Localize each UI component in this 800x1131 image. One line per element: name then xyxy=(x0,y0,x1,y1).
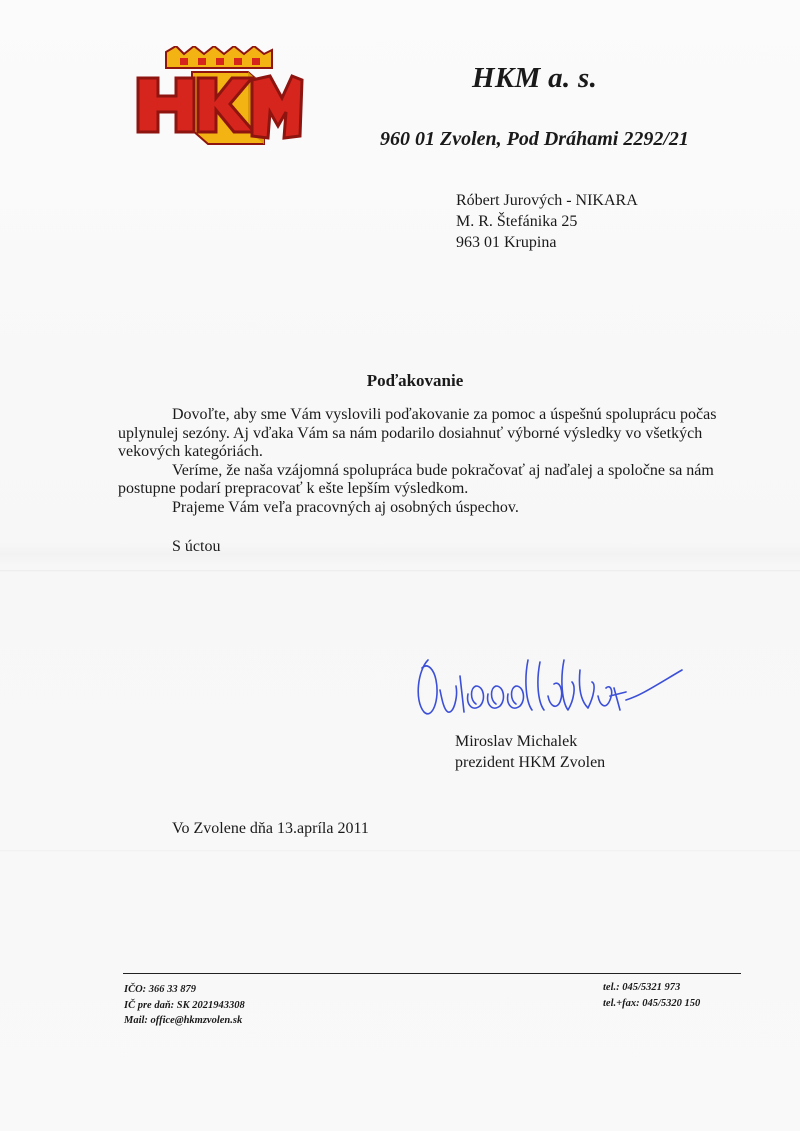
company-name: HKM a. s. xyxy=(472,62,598,94)
crown-icon xyxy=(166,46,272,68)
body-paragraph-3: Prajeme Vám veľa pracovných aj osobných úspechov. xyxy=(172,498,519,516)
company-address: 960 01 Zvolen, Pod Dráhami 2292/21 xyxy=(380,128,689,150)
signer-name: Miroslav Michalek xyxy=(455,733,578,750)
handwritten-signature xyxy=(410,640,690,740)
footer-divider xyxy=(123,973,741,974)
footer-company-info xyxy=(124,982,245,1029)
letter-subject: Poďakovanie xyxy=(366,371,464,390)
body-paragraph-2: Veríme, že naša vzájomná spolupráca bude pokračovať aj naďalej a spoločne sa nám postupne podarí prepracovať k ešte lepším výsledkom. xyxy=(118,461,714,497)
signer-title: prezident HKM Zvolen xyxy=(455,754,606,771)
paper-fold xyxy=(0,570,800,572)
recipient-address xyxy=(456,190,638,253)
footer-telfax: tel.+fax: 045/5320 150 xyxy=(603,997,701,1009)
recipient-street: M. R. Štefánika 25 xyxy=(456,213,578,230)
paper-fold xyxy=(0,850,800,852)
recipient-city: 963 01 Krupina xyxy=(456,234,557,251)
footer-ico: IČO: 366 33 879 xyxy=(124,984,197,995)
footer-ic-dph: IČ pre daň: SK 2021943308 xyxy=(124,999,245,1011)
letter-body xyxy=(118,406,758,517)
company-logo xyxy=(132,46,304,154)
signer-block xyxy=(455,731,605,773)
closing-salutation: S úctou xyxy=(172,538,221,555)
footer-tel: tel.: 045/5321 973 xyxy=(603,982,681,993)
body-paragraph-1: Dovoľte, aby sme Vám vyslovili poďakovanie za pomoc a úspešnú spoluprácu počas uplynulej sezóny. Aj vďaka Vám sa nám podarilo dosiahnuť výborné výsledky vo všetkých vekových kategóriách. xyxy=(118,406,717,460)
footer-mail: Mail: office@hkmzvolen.sk xyxy=(124,1015,243,1026)
footer-contact-info xyxy=(603,980,700,1011)
date-line: Vo Zvolene dňa 13.apríla 2011 xyxy=(172,820,369,837)
recipient-name: Róbert Jurových - NIKARA xyxy=(456,192,638,209)
